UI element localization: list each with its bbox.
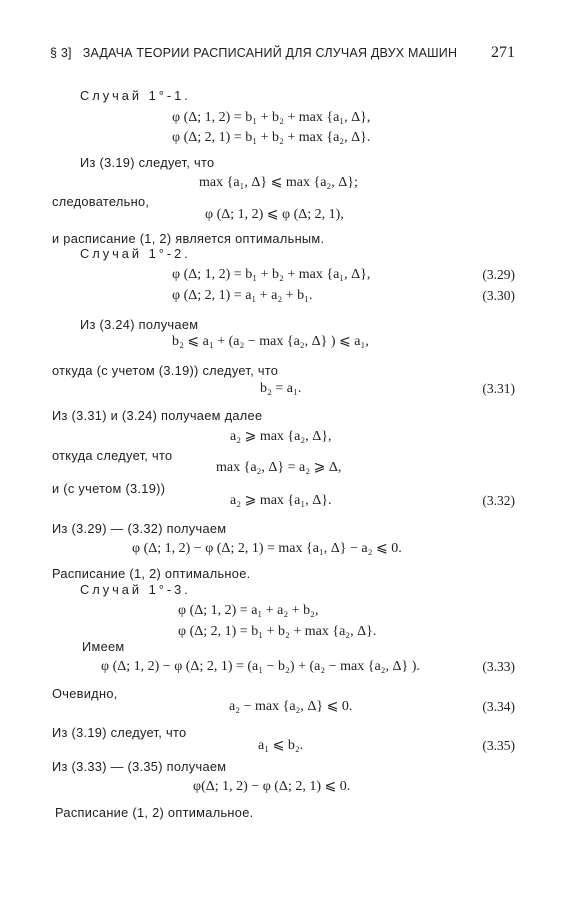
text-line: Из (3.31) и (3.24) получаем далее bbox=[52, 408, 263, 423]
formula: b₂ ⩽ a₁ + (a₂ − max {a₂, Δ} ) ⩽ a₁, bbox=[172, 334, 369, 349]
formula: max {a₂, Δ} = a₂ ⩾ Δ, bbox=[216, 460, 342, 475]
text-line: Из (3.33) — (3.35) получаем bbox=[52, 759, 227, 774]
formula: φ (Δ; 1, 2) − φ (Δ; 2, 1) = max {a₁, Δ} − a₂ ⩽ 0. bbox=[132, 541, 402, 556]
text-line: Из (3.19) следует, что bbox=[52, 725, 187, 740]
formula: φ(Δ; 1, 2) − φ (Δ; 2, 1) ⩽ 0. bbox=[193, 779, 351, 794]
case-heading: Случай 1°-3. bbox=[80, 582, 191, 597]
formula: a₂ ⩾ max {a₂, Δ}, bbox=[230, 429, 332, 444]
formula: max {a₁, Δ} ⩽ max {a₂, Δ}; bbox=[199, 175, 358, 190]
formula: φ (Δ; 1, 2) ⩽ φ (Δ; 2, 1), bbox=[205, 207, 344, 222]
equation-number: (3.29) bbox=[482, 267, 515, 282]
formula: a₂ ⩾ max {a₁, Δ}. bbox=[230, 493, 332, 508]
formula: a₂ − max {a₂, Δ} ⩽ 0. bbox=[229, 699, 353, 714]
formula: φ (Δ; 2, 1) = b₁ + b₂ + max {a₂, Δ}. bbox=[172, 130, 371, 145]
equation-number: (3.34) bbox=[482, 699, 515, 714]
equation-number: (3.32) bbox=[482, 493, 515, 508]
text-line: Расписание (1, 2) оптимальное. bbox=[52, 566, 251, 581]
case-heading: Случай 1°-1. bbox=[80, 88, 191, 103]
header-title: ЗАДАЧА ТЕОРИИ РАСПИСАНИЙ ДЛЯ СЛУЧАЯ ДВУХ МАШИН bbox=[82, 46, 458, 60]
text-line: и расписание (1, 2) является оптимальным. bbox=[52, 231, 325, 246]
formula: φ (Δ; 1, 2) = b₁ + b₂ + max {a₁, Δ}, bbox=[172, 267, 371, 282]
section-mark: § 3] bbox=[50, 46, 72, 60]
text-line: откуда (с учетом (3.19)) следует, что bbox=[52, 363, 279, 378]
formula: φ (Δ; 1, 2) − φ (Δ; 2, 1) = (a₁ − b₂) + (a₂ − max {a₂, Δ} ). bbox=[101, 659, 420, 674]
text-line: и (с учетом (3.19)) bbox=[52, 481, 166, 496]
text-line: Имеем bbox=[82, 639, 125, 654]
formula: b₂ = a₁. bbox=[260, 381, 302, 396]
text-line: Из (3.19) следует, что bbox=[80, 155, 215, 170]
text-line: откуда следует, что bbox=[52, 448, 173, 463]
text-line: Из (3.29) — (3.32) получаем bbox=[52, 521, 227, 536]
formula: φ (Δ; 2, 1) = b₁ + b₂ + max {a₂, Δ}. bbox=[178, 624, 377, 639]
text-line: Из (3.24) получаем bbox=[80, 317, 199, 332]
formula: φ (Δ; 1, 2) = a₁ + a₂ + b₂, bbox=[178, 603, 319, 618]
equation-number: (3.33) bbox=[482, 659, 515, 674]
text-line: следовательно, bbox=[52, 194, 150, 209]
formula: φ (Δ; 2, 1) = a₁ + a₂ + b₁. bbox=[172, 288, 313, 303]
equation-number: (3.31) bbox=[482, 381, 515, 396]
text-line: Очевидно, bbox=[52, 686, 118, 701]
page-number: 271 bbox=[491, 44, 515, 61]
formula: φ (Δ; 1, 2) = b₁ + b₂ + max {a₁, Δ}, bbox=[172, 110, 371, 125]
equation-number: (3.30) bbox=[482, 288, 515, 303]
case-heading: Случай 1°-2. bbox=[80, 246, 191, 261]
formula: a₁ ⩽ b₂. bbox=[258, 738, 304, 753]
text-line: Расписание (1, 2) оптимальное. bbox=[55, 805, 254, 820]
equation-number: (3.35) bbox=[482, 738, 515, 753]
running-header bbox=[50, 46, 457, 60]
